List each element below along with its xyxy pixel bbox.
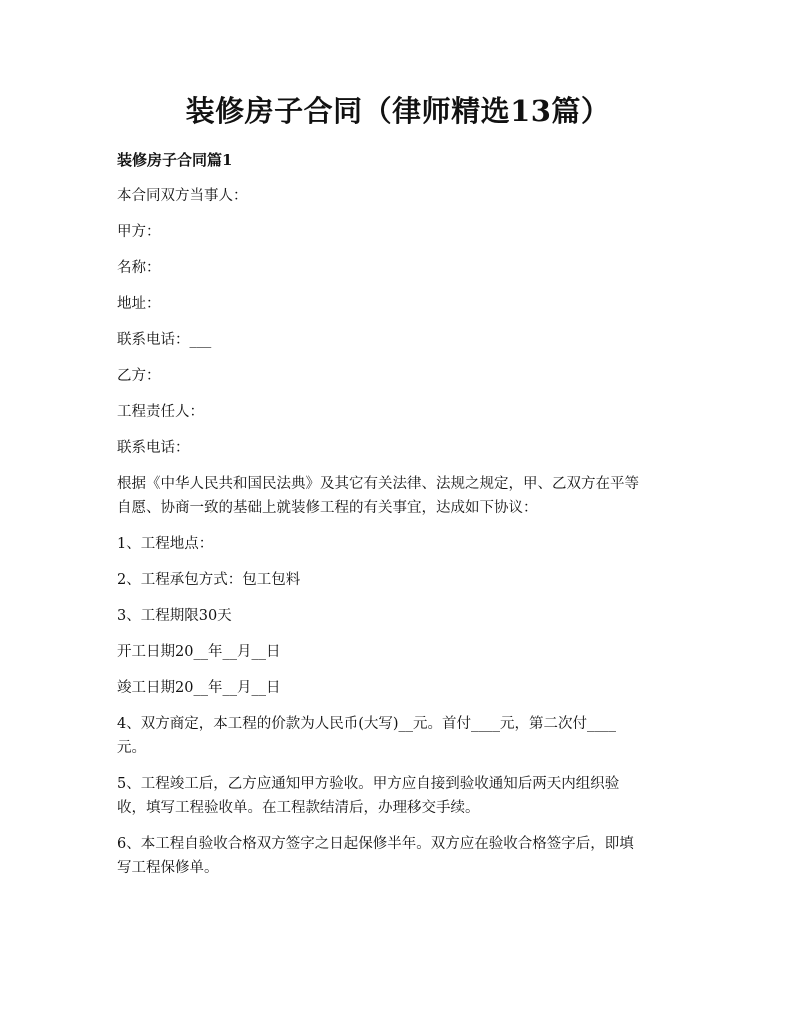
paragraph-legal-basis: 根据《中华人民共和国民法典》及其它有关法律、法规之规定，甲、乙双方在平等 自愿、协商一致的基础上就装修工程的有关事宜，达成如下协议： [117,476,639,516]
document-title: 装修房子合同（律师精选13篇） [185,94,611,128]
paragraph-clause-price: 4、双方商定，本工程的价款为人民币(大写)__元。首付____元，第二次付____ 元。 [117,716,617,756]
paragraph-clause-acceptance: 5、工程竣工后，乙方应通知甲方验收。甲方应自接到验收通知后两天内组织验 收，填写工程验收单。在工程款结清后，办理移交手续。 [117,776,620,816]
section-heading: 装修房子合同篇1 [117,151,233,169]
paragraph-address: 地址： [117,296,161,312]
paragraph-phone-a: 联系电话：___ [117,332,212,348]
paragraph-project-manager: 工程责任人： [117,404,204,420]
paragraph-party-a: 甲方： [117,224,161,240]
paragraph-name: 名称： [117,260,161,276]
paragraph-clause-contract-type: 2、工程承包方式：包工包料 [117,572,301,588]
paragraph-phone-b: 联系电话： [117,440,190,456]
paragraph-party-b: 乙方： [117,368,161,384]
paragraph-completion-date: 竣工日期20__年__月__日 [117,680,281,696]
paragraph-clause-location: 1、工程地点： [117,536,214,552]
paragraph-start-date: 开工日期20__年__月__日 [117,644,281,660]
paragraph-clause-duration: 3、工程期限30天 [117,608,232,624]
paragraph-parties-intro: 本合同双方当事人： [117,188,248,204]
document-body [117,148,692,892]
paragraph-clause-warranty: 6、本工程自验收合格双方签字之日起保修半年。双方应在验收合格签字后，即填 写工程保修单。 [117,836,634,876]
